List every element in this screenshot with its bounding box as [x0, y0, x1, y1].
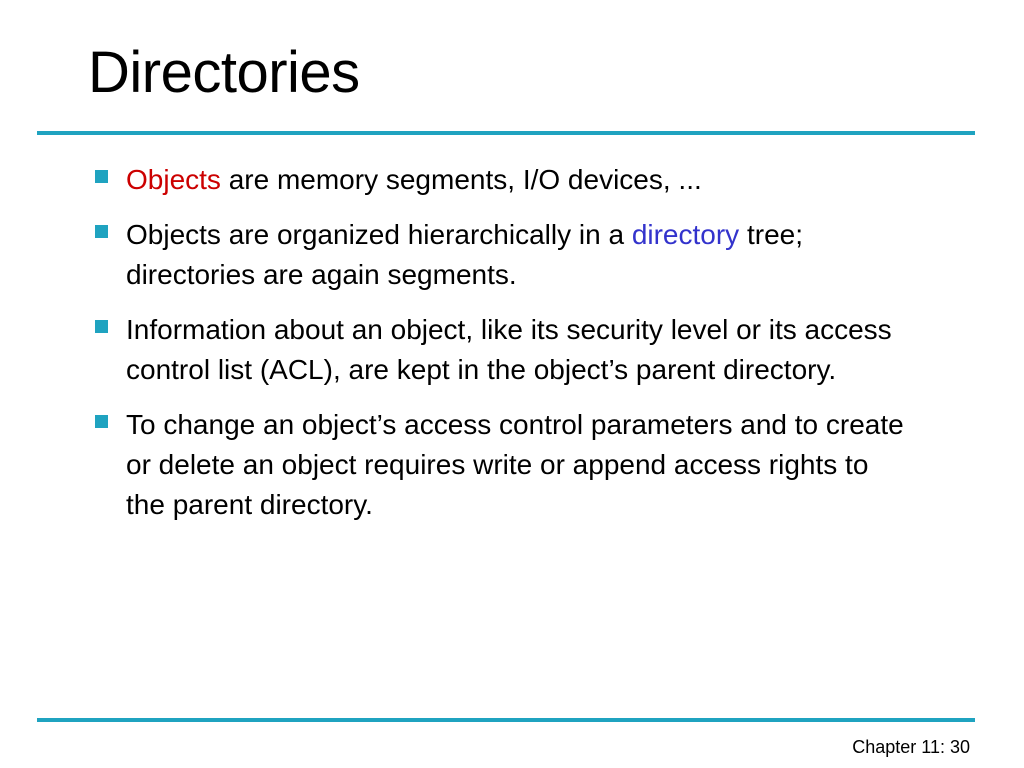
bullet-list: [95, 160, 915, 540]
bullet-item: [95, 310, 915, 390]
bullet-item: [95, 215, 915, 295]
highlight-term: directory: [631, 219, 740, 250]
bullet-text: Information about an object, like its security level or its access control list (ACL), are kept in the object’s parent directory.: [126, 314, 892, 385]
footer-divider: [37, 718, 975, 722]
square-bullet-icon: [95, 415, 108, 428]
bullet-text: tree; directories are again segments.: [126, 219, 803, 290]
square-bullet-icon: [95, 225, 108, 238]
bullet-item: [95, 405, 915, 525]
bullet-text: are memory segments, I/O devices, ...: [220, 164, 702, 195]
square-bullet-icon: [95, 170, 108, 183]
title-divider: [37, 131, 975, 135]
square-bullet-icon: [95, 320, 108, 333]
bullet-text: To change an object’s access control parameters and to create or delete an object requires write or append access rights to the parent directory.: [126, 409, 904, 520]
page-number: Chapter 11: 30: [852, 737, 970, 757]
slide-title: Directories: [88, 40, 360, 105]
bullet-text: Objects are organized hierarchically in a: [126, 219, 632, 250]
bullet-item: [95, 160, 915, 200]
highlight-term: Objects: [126, 164, 221, 195]
